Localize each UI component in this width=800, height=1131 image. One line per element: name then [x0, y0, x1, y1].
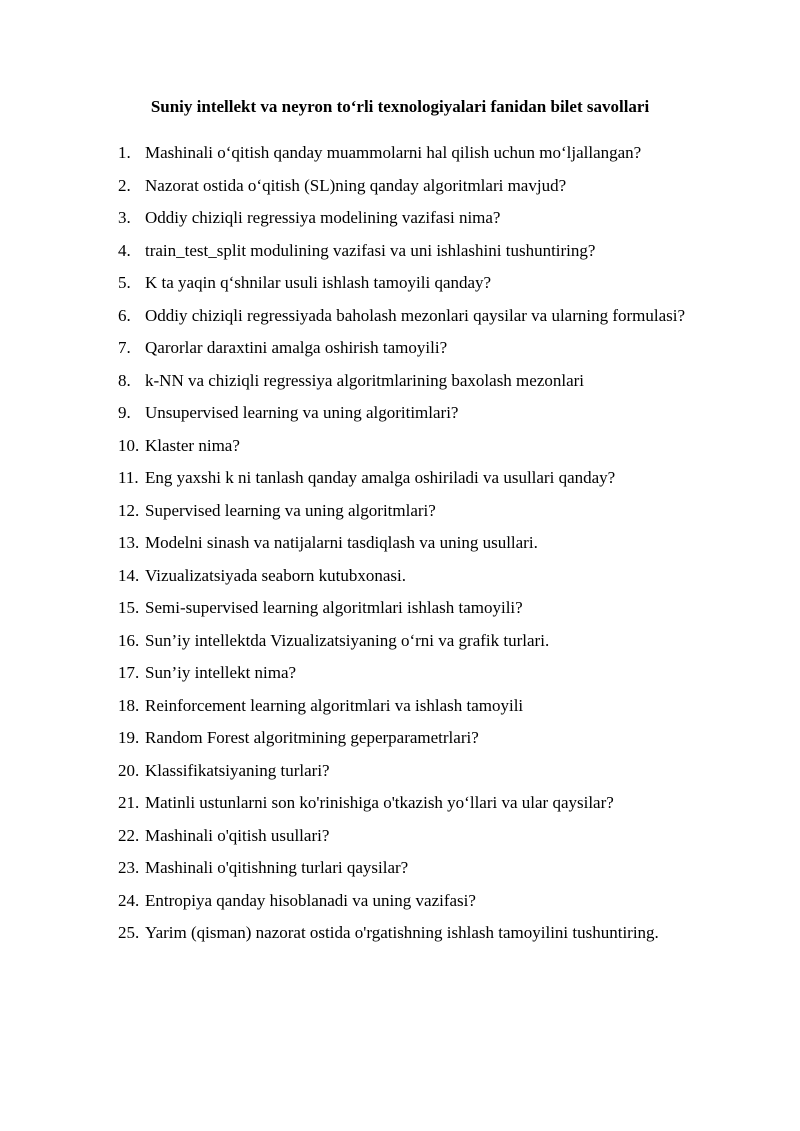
question-number: 2.: [118, 175, 131, 195]
question-text: Yarim (qisman) nazorat ostida o'rgatishning ishlash tamoyilini tushuntiring.: [145, 923, 659, 942]
question-text: Unsupervised learning va uning algoritimlari?: [145, 403, 459, 422]
question-text: train_test_split modulining vazifasi va uni ishlashini tushuntiring?: [145, 240, 596, 260]
question-number: 9.: [118, 403, 131, 422]
list-item: [118, 332, 718, 365]
list-item: [118, 202, 718, 235]
question-text: k-NN va chiziqli regressiya algoritmlarining baxolash mezonlari: [145, 370, 585, 390]
list-item: [118, 170, 718, 203]
question-text: Supervised learning va uning algoritmlari?: [145, 500, 436, 520]
list-item: [118, 495, 718, 528]
list-item: [118, 885, 718, 918]
question-text: Entropiya qanday hisoblanadi va uning vazifasi?: [145, 890, 476, 910]
question-number: 25.: [118, 923, 140, 942]
question-list: [118, 137, 718, 950]
question-text: Mashinali o'qitishning turlari qaysilar?: [145, 858, 409, 877]
question-number: 8.: [118, 370, 131, 390]
question-text: Klaster nima?: [145, 435, 240, 455]
question-text: Modelni sinash va natijalarni tasdiqlash va uning usullari.: [145, 533, 538, 552]
list-item: [118, 787, 718, 820]
list-item: [118, 820, 718, 853]
list-item: [118, 300, 718, 333]
question-number: 3.: [118, 208, 131, 227]
question-number: 4.: [118, 240, 131, 260]
question-number: 22.: [118, 825, 140, 845]
question-number: 6.: [118, 305, 131, 325]
question-number: 1.: [118, 143, 131, 162]
question-number: 14.: [118, 565, 140, 585]
list-item: [118, 722, 718, 755]
question-number: 5.: [118, 273, 131, 292]
question-text: Qarorlar daraxtini amalga oshirish tamoyili?: [145, 338, 448, 357]
question-text: Semi-supervised learning algoritmlari ishlash tamoyili?: [145, 598, 523, 617]
question-text: Eng yaxshi k ni tanlash qanday amalga oshiriladi va usullari qanday?: [145, 468, 616, 487]
list-item: [118, 430, 718, 463]
list-item: [118, 527, 718, 560]
question-number: 13.: [118, 533, 140, 552]
list-item: [118, 235, 718, 268]
question-number: 12.: [118, 500, 140, 520]
question-text: Mashinali o'qitish usullari?: [145, 825, 330, 845]
question-text: Matinli ustunlarni son ko'rinishiga o'tkazish yo‘llari va ular qaysilar?: [145, 793, 614, 812]
question-text: Oddiy chiziqli regressiya modelining vazifasi nima?: [145, 208, 501, 227]
question-number: 11.: [118, 468, 139, 487]
list-item: [118, 592, 718, 625]
question-number: 24.: [118, 890, 140, 910]
list-item: [118, 852, 718, 885]
question-number: 21.: [118, 793, 140, 812]
page-title: Suniy intellekt va neyron to‘rli texnologiyalari fanidan bilet savollari: [150, 97, 650, 116]
list-item: [118, 462, 718, 495]
question-text: Vizualizatsiyada seaborn kutubxonasi.: [145, 565, 406, 585]
list-item: [118, 397, 718, 430]
question-text: Reinforcement learning algoritmlari va ishlash tamoyili: [145, 695, 524, 715]
question-text: Nazorat ostida o‘qitish (SL)ning qanday algoritmlari mavjud?: [145, 175, 567, 195]
list-item: [118, 137, 718, 170]
question-text: Oddiy chiziqli regressiyada baholash mezonlari qaysilar va ularning formulasi?: [145, 305, 686, 325]
list-item: [118, 625, 718, 658]
question-number: 20.: [118, 760, 140, 780]
list-item: [118, 267, 718, 300]
question-number: 10.: [118, 435, 140, 455]
list-item: [118, 657, 718, 690]
list-item: [118, 560, 718, 593]
question-number: 7.: [118, 338, 131, 357]
list-item: [118, 755, 718, 788]
question-text: K ta yaqin q‘shnilar usuli ishlash tamoyili qanday?: [145, 273, 492, 292]
question-text: Klassifikatsiyaning turlari?: [145, 760, 330, 780]
question-number: 18.: [118, 695, 140, 715]
question-text: Sun’iy intellektda Vizualizatsiyaning o‘rni va grafik turlari.: [145, 630, 550, 650]
question-number: 19.: [118, 728, 140, 747]
question-text: Mashinali o‘qitish qanday muammolarni hal qilish uchun mo‘ljallangan?: [145, 143, 642, 162]
question-number: 23.: [118, 858, 140, 877]
question-text: Sun’iy intellekt nima?: [145, 663, 297, 682]
question-number: 16.: [118, 630, 140, 650]
question-number: 15.: [118, 598, 140, 617]
list-item: [118, 365, 718, 398]
list-item: [118, 917, 718, 950]
question-text: Random Forest algoritmining geperparametrlari?: [145, 728, 479, 747]
list-item: [118, 690, 718, 723]
question-number: 17.: [118, 663, 140, 682]
